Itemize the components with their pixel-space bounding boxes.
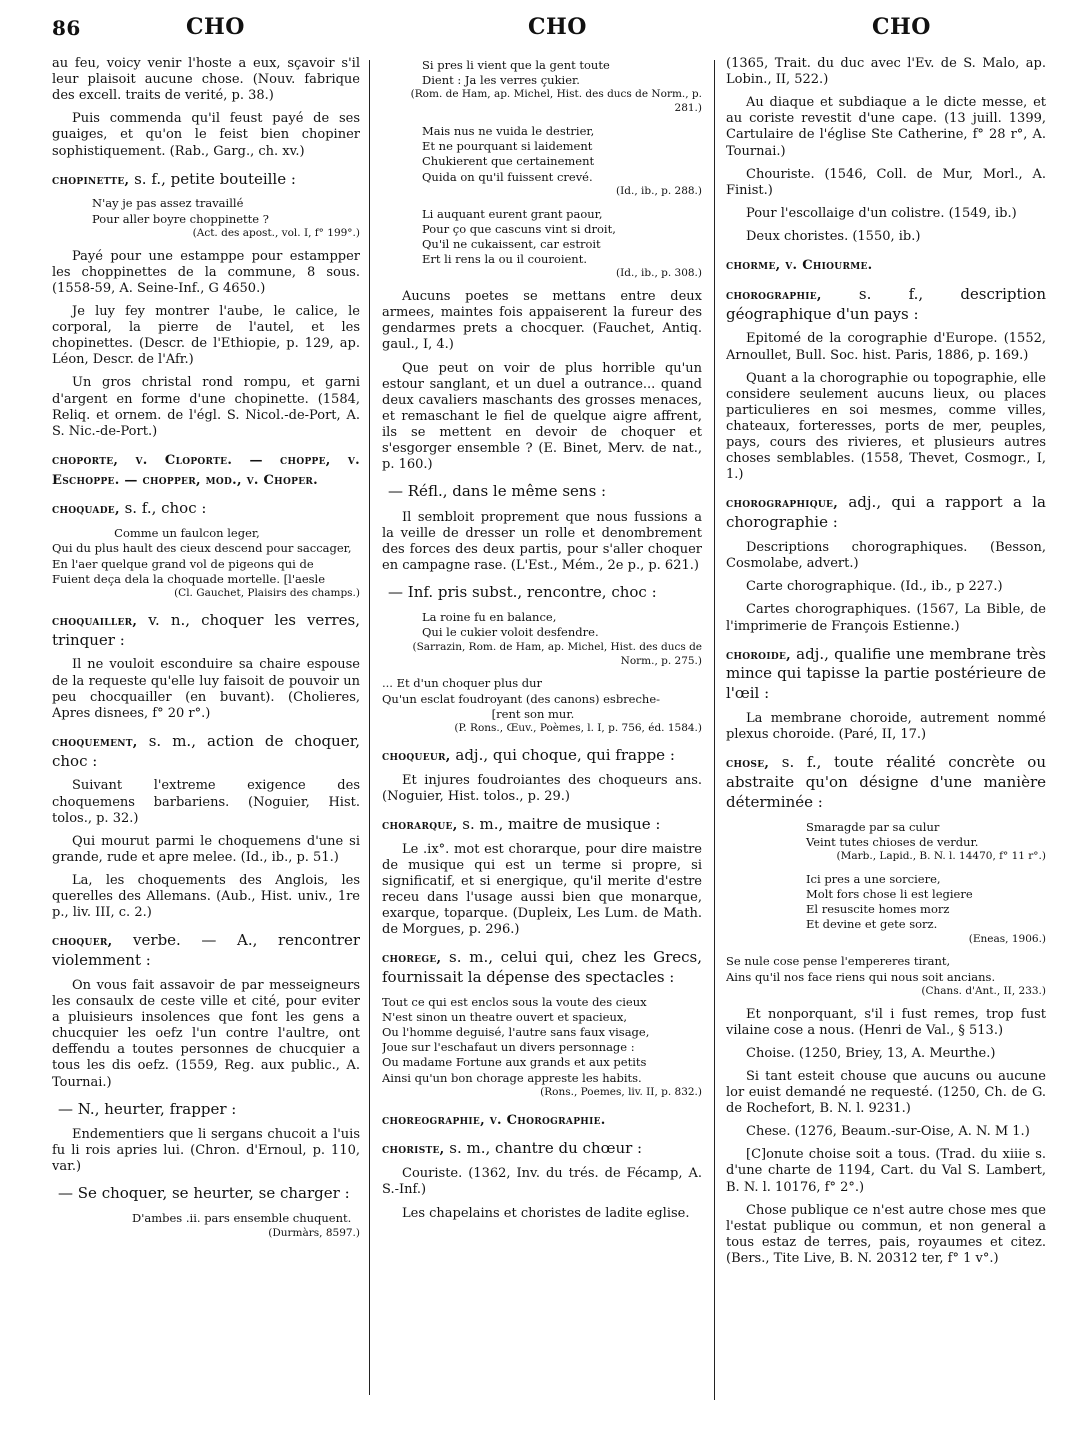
verse-quote — [52, 526, 360, 601]
lemma: choreographie, v. Chorographie. — [382, 1112, 606, 1128]
column-right — [726, 56, 1046, 1410]
verse-line: [rent son mur. — [382, 706, 575, 721]
entry-choporte — [52, 450, 360, 490]
citation: Quant a la chorographie ou topographie, elle considere seulement aucuns lieux, ou places particulieres en soi mesmes, comme villes, chateaux, forteresses, ports de mer, peuples, pays, cours des rivieres, et plusieurs autres choses semblables. (1558, Thevet, Cosmogr., I, 1.) — [726, 370, 1046, 483]
definition: s. f., choc : — [119, 499, 207, 518]
definition: s. m., celui qui, chez les Grecs, fournissait la dépense des spectacles : — [382, 948, 702, 986]
citation: Je luy fey montrer l'aube, le calice, le corporal, la pierre de l'autel, et les chopinettes. (Descr. de l'Ethiopie, p. 129, ap. Léon, Descr. de l'Afr.) — [52, 303, 360, 368]
lemma: choquade, — [52, 502, 120, 518]
verse-quote — [382, 995, 702, 1100]
column-middle — [382, 56, 702, 1410]
citation: Un gros christal rond rompu, et garni d'argent en forme d'une chopinette. (1584, Reliq. et ornem. de l'égl. S. Nicol.-de-Port, A. S. Nic.-de-Port.) — [52, 375, 360, 439]
verse-source: (Rom. de Ham, ap. Michel, Hist. des ducs de Norm., p. 281.) — [410, 88, 702, 115]
citation: Que peut on voir de plus horrible qu'un estour sanglant, et un duel a outrance... quand deux cavaliers maschants des grosses menaces, et remaschant le fiel de quelque aigre affrent, ils se mettent en devoir de choquer et s'esgorger ensemble ? (E. Binet, Merv. de nat., p. 160.) — [382, 360, 702, 473]
sense-heading: — N., heurter, frapper : — [58, 1099, 237, 1118]
verse-line: ... Et d'un choquer plus dur — [382, 676, 543, 691]
verse-line: Smaragde par sa culur — [806, 819, 940, 834]
citation: au feu, voicy venir l'hoste a eux, sçavoir s'il leur plaisoit aucune chose. (Nouv. fabrique des excell. traits de verité, p. 38.) — [52, 56, 360, 104]
verse-line: Ou l'homme deguisé, l'autre sans faux visage, — [382, 1025, 650, 1040]
citation: Chouriste. (1546, Coll. de Mur, Morl., A. Finist.) — [726, 166, 1046, 198]
verse-quote — [726, 872, 1046, 947]
lemma: chopinette, — [52, 172, 130, 188]
entry-chorege — [382, 948, 702, 988]
citation: Couriste. (1362, Inv. du trés. de Fécamp, A. S.-Inf.) — [382, 1166, 702, 1198]
verse-source: (Durmàrs, 8597.) — [268, 1226, 360, 1239]
verse-quote — [52, 1211, 360, 1240]
citation: Aucuns poetes se mettans entre deux armees, maintes fois appaiserent la fureur des gendarmes prets a chocquer. (Fauchet, Antiq. gaul., I, 4.) — [382, 289, 702, 353]
verse-line: Et ne pourquant si laidement — [422, 139, 593, 154]
citation: [C]onute choise soit a tous. (Trad. du xiiie s. d'une charte de 1194, Cart. du Val S. Lambert, B. N. l. 10176, f° 2°.) — [726, 1147, 1046, 1195]
citation: Choise. (1250, Briey, 13, A. Meurthe.) — [746, 1045, 996, 1061]
lemma: chorarque, — [382, 817, 458, 833]
verse-line: Ert li rens la ou il couroient. — [422, 252, 587, 267]
citation: Il sembloit proprement que nous fussions a la veille de dresser un rolle et denombrement des forces des deux partis, pour s'aller choquer en campagne rase. (L'Est., Mém., 2e p., p. 621.) — [382, 509, 702, 573]
verse-line: N'ay je pas assez travaillé — [92, 196, 244, 211]
verse-line: Ainsi qu'un bon chorage appreste les habits. — [382, 1070, 642, 1085]
verse-line: Li auquant eurent grant paour, — [422, 206, 603, 221]
verse-source: (Eneas, 1906.) — [968, 932, 1046, 945]
verse-line: Pour aller boyre choppinette ? — [92, 211, 269, 226]
citation: La, les choquements des Anglois, les querelles des Allemans. (Aub., Hist. univ., 1re p., liv. III, c. 2.) — [52, 872, 360, 921]
sense-heading: — Réfl., dans le même sens : — [388, 482, 607, 501]
lemma: choqueur, — [382, 748, 451, 764]
definition: verbe. — A., rencontrer violemment : — [52, 931, 360, 970]
verse-line: Veint tutes chioses de verdur. — [806, 834, 979, 849]
verse-line: Pour ço que cascuns vint si droit, — [422, 221, 616, 236]
citation: Le .ix°. mot est chorarque, pour dire maistre de musique qui est un terme si propre, si significatif, et si energique, qu'il merite d'estre receu dans l'usage aussi bien que monarque, exarque, toparque. (Dupleix, Les Lum. de Math. de Morgues, p. 296.) — [382, 841, 702, 938]
lemma: chorographique, — [726, 496, 839, 512]
entry-choriste — [382, 1139, 702, 1159]
entry-choquade — [52, 499, 360, 519]
definition: s. m., chantre du chœur : — [444, 1139, 643, 1158]
verse-line: D'ambes .ii. pars ensemble chuquent. — [132, 1211, 352, 1226]
verse-quote — [382, 207, 702, 282]
entry-choquailler — [52, 611, 360, 651]
definition: v. n., choquer les verres, trinquer : — [52, 610, 360, 649]
citation: Pour l'escollaige d'un colistre. (1549, ib.) — [746, 205, 1017, 221]
entry-chorme — [726, 255, 1046, 275]
lemma: chorographie, — [726, 287, 822, 303]
verse-quote — [52, 196, 360, 240]
verse-source: (Chans. d'Ant., II, 233.) — [921, 984, 1046, 997]
verse-line: Si pres li vient que la gent toute — [422, 58, 610, 72]
verse-line: Mais nus ne vuida le destrier, — [422, 124, 595, 139]
definition: s. f., petite bouteille : — [129, 169, 296, 188]
citation: Au diaque et subdiaque a le dicte messe, et au coriste revestit d'une cape. (13 juill. 1399, Cartulaire de l'église Ste Catherine, f° 28 r°, A. Tournai.) — [726, 95, 1046, 159]
column-rule — [714, 60, 715, 1400]
citation: Si tant esteit chouse que aucuns ou aucune lor euist demandé ne requesté. (1250, Ch. de G. de Rochefort, B. N. l. 9231.) — [726, 1068, 1046, 1117]
citation: Chose publique ce n'est autre chose mes que l'estat publique ou commun, et non general a tous estaz de terres, pais, royaumes et citez. (Bers., Tite Live, B. N. 20312 ter, f° 1 v°.) — [726, 1202, 1046, 1266]
column-left — [52, 56, 360, 1410]
citation: Et injures foudroiantes des choqueurs ans. (Noguier, Hist. tolos., p. 29.) — [382, 772, 702, 804]
definition: s. m., maitre de musique : — [457, 814, 661, 833]
verse-line: Ains qu'il nos face riens qui nous soit ancians. — [726, 969, 996, 984]
citation: La membrane choroide, autrement nommé plexus choroide. (Paré, II, 17.) — [726, 711, 1046, 743]
definition: s. f., description géographique d'un pays : — [726, 284, 1046, 323]
entry-chopinette — [52, 170, 360, 190]
verse-source: (Cl. Gauchet, Plaisirs des champs.) — [174, 586, 360, 599]
verse-source: (Id., ib., p. 288.) — [616, 184, 702, 197]
entry-chorographie — [726, 285, 1046, 325]
lemma: choquailler, — [52, 613, 138, 629]
citation: On vous fait assavoir de par messeigneurs les consaulx de ceste ville et cité, pour eviter a pluisieurs insolences que font les gens a chucquier les oefz l'un contre l'aultre, ont deffendu a toutes personnes de chucquier a tous les dis oefz. (1559, Reg. aux public., A. Tournai.) — [52, 977, 360, 1090]
verse-line: Tout ce qui est enclos sous la voute des cieux — [382, 994, 647, 1009]
verse-line: Chukierent que certainement — [422, 154, 595, 169]
entry-choreographie — [382, 1110, 702, 1130]
running-headword: CHO — [872, 14, 931, 40]
citation: Carte chorographique. (Id., ib., p 227.) — [746, 579, 1003, 595]
verse-line: Et devine et gete sorz. — [806, 917, 938, 932]
verse-line: El resuscite homes morz — [806, 902, 950, 917]
verse-source: (Id., ib., p. 308.) — [616, 267, 702, 280]
definition: adj., qui choque, qui frappe : — [450, 745, 675, 764]
lemma: chorme, v. Chiourme. — [726, 258, 873, 274]
lemma: choriste, — [382, 1142, 445, 1158]
verse-quote — [382, 58, 702, 116]
citation: Et nonporquant, s'il i fust remes, trop fust vilaine cose a nous. (Henri de Val., § 513.) — [726, 1006, 1046, 1038]
citation: Chese. (1276, Beaum.-sur-Oise, A. N. M 1.) — [746, 1124, 1030, 1140]
verse-quote — [726, 954, 1046, 998]
citation: Deux choristes. (1550, ib.) — [746, 228, 921, 244]
lemma: choroide, — [726, 647, 791, 663]
verse-line: Qui le cukier voloit desfendre. — [422, 625, 599, 640]
verse-line: N'est sinon un theatre ouvert et spacieux, — [382, 1009, 627, 1024]
lemma: choporte, v. Cloporte. — choppe, v. Eschoppe. — chopper, mod., v. Choper. — [52, 452, 360, 488]
citation: Suivant l'extreme exigence des choquemens barbariens. (Noguier, Hist. tolos., p. 32.) — [52, 778, 360, 826]
sense-heading: — Inf. pris subst., rencontre, choc : — [388, 583, 657, 602]
citation: Endementiers que li sergans chucoit a l'uis fu li rois apries lui. (Chron. d'Ernoul, p. 110, var.) — [52, 1126, 360, 1175]
verse-line: Se nule cose pense l'empereres tirant, — [726, 954, 951, 969]
verse-quote — [382, 676, 702, 735]
verse-line: Qu'un esclat foudroyant (des canons) esbreche- — [382, 691, 661, 706]
page-number: 86 — [52, 16, 81, 40]
citation: Il ne vouloit esconduire sa chaire espouse de la requeste qu'elle luy faisoit de pouvoir un peu chocquailler (en buvant). (Cholieres, Apres disnees, f° 20 r°.) — [52, 657, 360, 721]
entry-choquement — [52, 732, 360, 772]
citation: Descriptions chorographiques. (Besson, Cosmolabe, advert.) — [726, 540, 1046, 572]
verse-line: Ou madame Fortune aux grands et aux petits — [382, 1055, 647, 1070]
definition: adj., qui a rapport a la chorographie : — [726, 493, 1046, 532]
verse-quote — [382, 610, 702, 668]
citation: Epitomé de la corographie d'Europe. (1552, Arnoullet, Bull. Soc. hist. Paris, 1886, p. 169.) — [726, 331, 1046, 363]
running-headword: CHO — [528, 14, 587, 40]
verse-line: En l'aer quelque grand vol de pigeons qui de — [52, 556, 314, 571]
verse-line: Molt fors chose li est legiere — [806, 886, 973, 901]
entry-chorarque — [382, 815, 702, 835]
verse-line: Comme un faulcon leger, — [52, 526, 260, 541]
definition: s. m., action de choquer, choc : — [52, 731, 360, 770]
verse-line: Ici pres a une sorciere, — [806, 871, 941, 886]
entry-choqueur — [382, 746, 702, 766]
verse-quote — [382, 124, 702, 199]
running-headword: CHO — [186, 14, 245, 40]
verse-source: (Sarrazin, Rom. de Ham, ap. Michel, Hist. des ducs de Norm., p. 275.) — [412, 640, 702, 667]
verse-source: (Act. des apost., vol. I, f° 199°.) — [192, 226, 360, 239]
citation: Payé pour une estamppe pour estampper les choppinettes de la commune, 8 sous. (1558-59, A. Seine-Inf., G 4650.) — [52, 248, 360, 296]
verse-source: (P. Rons., Œuv., Poèmes, l. I, p. 756, éd. 1584.) — [454, 721, 702, 734]
verse-source: (Marb., Lapid., B. N. l. 14470, f° 11 r°.) — [836, 849, 1046, 862]
citation: Puis commenda qu'il feust payé de ses guaiges, et qu'on le feist bien chopiner sophistiquement. (Rab., Garg., ch. xv.) — [52, 111, 360, 159]
citation: (1365, Trait. du duc avec l'Ev. de S. Malo, ap. Lobin., II, 522.) — [726, 56, 1046, 88]
citation: Cartes chorographiques. (1567, La Bible, de l'imprimerie de François Estienne.) — [726, 602, 1046, 634]
lemma: choquement, — [52, 734, 138, 750]
citation: Qui mourut parmi le choquemens d'une si grande, rude et apre melee. (Id., ib., p. 51.) — [52, 833, 360, 865]
verse-source: (Rons., Poemes, liv. II, p. 832.) — [540, 1085, 702, 1098]
definition: adj., qualifie une membrane très mince qui tapisse la partie postérieure de l'œil : — [726, 644, 1046, 703]
verse-line: Joue sur l'eschafaut un divers personnage : — [382, 1040, 635, 1055]
lemma: choquer, — [52, 934, 113, 950]
verse-line: Fuient deça dela la choquade mortelle. [l'aesle — [52, 571, 326, 586]
verse-line: Dient : Ja les verres çukier. — [422, 73, 580, 88]
lemma: chorege, — [382, 951, 442, 967]
column-rule — [369, 60, 370, 1395]
definition: s. f., toute réalité concrète ou abstraite qu'on désigne d'une manière déterminée : — [726, 753, 1046, 811]
entry-chorographique — [726, 493, 1046, 533]
sense-heading: — Se choquer, se heurter, se charger : — [58, 1184, 350, 1203]
verse-line: Qui du plus hault des cieux descend pour saccager, — [52, 541, 352, 556]
verse-line: La roine fu en balance, — [422, 610, 557, 625]
citation: Les chapelains et choristes de ladite eglise. — [402, 1205, 690, 1221]
verse-quote — [726, 820, 1046, 864]
lemma: chose, — [726, 756, 770, 772]
entry-chose — [726, 753, 1046, 812]
verse-line: Quida on qu'il fuissent crevé. — [422, 169, 593, 184]
entry-choroide — [726, 645, 1046, 704]
entry-choquer — [52, 931, 360, 971]
verse-line: Qu'il ne cukaissent, car estroit — [422, 236, 601, 251]
